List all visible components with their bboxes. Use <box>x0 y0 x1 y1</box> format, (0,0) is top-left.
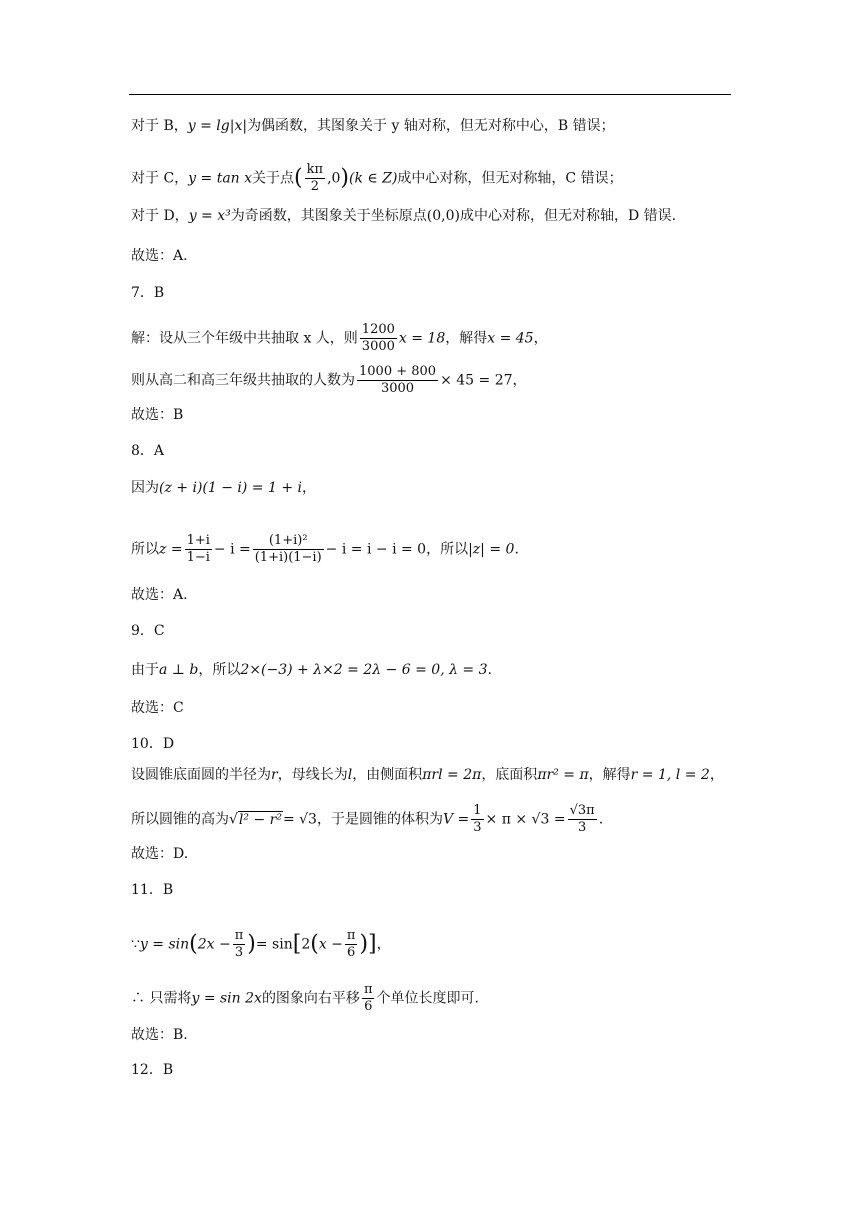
math: 2 <box>301 936 311 953</box>
paren: ) <box>340 165 350 191</box>
paren: ) <box>247 931 256 957</box>
text: 对于 B， <box>131 118 188 134</box>
text: 由于 <box>131 662 159 678</box>
text: 的图象向右平移 <box>261 990 360 1007</box>
fraction: $\frac{1200}{3000}$ <box>361 322 395 354</box>
fraction: $\frac{1}{3}$ <box>473 803 482 835</box>
line-q11-transform <box>131 928 391 961</box>
math: − i = <box>213 541 251 558</box>
fraction: $\frac{1000 + 800}{3000}$ <box>359 364 437 396</box>
question-number: 10．D <box>131 736 175 752</box>
text: ，所以 <box>426 541 469 558</box>
fraction: $\frac{\text{(1+i)²}}{(1+i)(1-i)}$ <box>254 533 322 565</box>
line-q11-shift <box>131 982 479 1015</box>
line-q10-volume <box>131 803 603 836</box>
answer: 故选：C <box>131 700 184 716</box>
math: (z + i)(1 − i) = 1 + i <box>159 480 302 496</box>
math: x − <box>318 936 343 953</box>
math: a ⊥ b <box>159 662 199 678</box>
fraction: $\frac{k\pi}{2}$ <box>306 162 324 194</box>
bracket: [ <box>292 931 302 957</box>
text: ，底面积 <box>481 767 538 783</box>
text: ， <box>302 480 316 496</box>
text: 所以圆锥的高为 <box>131 811 229 828</box>
line-q9-solution <box>131 660 492 680</box>
math: − i = i − i = 0 <box>325 541 427 558</box>
text: 设圆锥底面圆的半径为 <box>131 767 271 783</box>
text: ， <box>533 330 548 347</box>
text: 则从高二和高三年级共抽取的人数为 <box>131 372 355 389</box>
text: ∴ 只需将 <box>131 990 192 1007</box>
text: . <box>514 541 519 558</box>
text: . <box>487 662 492 678</box>
line-option-c <box>131 162 623 195</box>
bracket: ] <box>368 931 377 957</box>
fraction: $\frac{1+i}{1-i}$ <box>186 533 210 565</box>
text: . <box>598 811 604 828</box>
answer: 故选：B. <box>131 1027 188 1043</box>
text: ， <box>709 767 724 783</box>
text: 成中心对称，但无对称轴，D 错误. <box>459 208 677 224</box>
text: 对于 C， <box>131 170 189 187</box>
header-rule <box>129 94 731 95</box>
line-q8-given <box>131 478 316 498</box>
line-option-b <box>131 116 615 136</box>
paren: ) <box>359 931 369 957</box>
fraction: $\frac{\pi}{6}$ <box>363 982 373 1014</box>
text: 为偶函数，其图象关于 y 轴对称，但无对称中心，B 错误； <box>247 118 615 134</box>
answer: 故选：D. <box>131 846 189 862</box>
line-q7-count <box>131 364 527 397</box>
sqrt-sign: √ <box>229 811 238 828</box>
math: V = <box>442 811 470 828</box>
math: y = sin 2x <box>191 990 262 1007</box>
text: 成中心对称，但无对称轴，C 错误； <box>397 170 623 187</box>
paren: ( <box>189 931 198 957</box>
math: l <box>347 767 353 783</box>
math: x = 45 <box>487 330 534 347</box>
math: ,0 <box>327 170 341 187</box>
math: y = sin <box>139 936 190 953</box>
math: = √3 <box>282 811 317 828</box>
math: (k ∈ Z) <box>349 170 398 187</box>
math: y = x³ <box>188 208 231 224</box>
math: y = lg|x| <box>187 118 248 134</box>
fraction: $\frac{\pi}{6}$ <box>346 928 356 960</box>
text: ， <box>512 372 527 389</box>
math: πrl = 2π <box>422 767 482 783</box>
math: y = tan x <box>188 170 253 187</box>
line-q8-solution <box>131 533 519 566</box>
math: z = <box>159 541 183 558</box>
text: 解：设从三个年级中共抽取 x 人，则 <box>131 330 358 347</box>
math: l² − r² <box>238 811 282 828</box>
math: r <box>271 767 278 783</box>
math: × π × √3 = <box>485 811 566 828</box>
question-number: 9．C <box>131 623 165 639</box>
line-q7-solution <box>131 322 548 355</box>
text: ，于是圆锥的体积为 <box>316 811 443 828</box>
text: ， <box>376 936 391 953</box>
text: 为奇函数，其图象关于坐标原点 <box>230 208 427 224</box>
math: |z| = 0 <box>468 541 515 558</box>
line-q10-setup <box>131 765 724 785</box>
text: 关于点 <box>252 170 295 187</box>
math: r = 1, l = 2 <box>630 767 710 783</box>
paren: ( <box>310 931 319 957</box>
text: 所以 <box>131 541 159 558</box>
math: = sin <box>255 936 293 953</box>
answer: 故选：A. <box>131 248 188 264</box>
question-number: 8．A <box>131 443 165 459</box>
text: ，解得 <box>445 330 488 347</box>
text: 因为 <box>131 480 159 496</box>
math: 2×(−3) + λ×2 = 2λ − 6 = 0, λ = 3 <box>240 662 488 678</box>
math: × 45 = 27 <box>440 372 513 389</box>
text: ∵ <box>131 936 140 953</box>
text: ，母线长为 <box>277 767 348 783</box>
math: πr² = π <box>537 767 589 783</box>
answer: 故选：A. <box>131 587 188 603</box>
text: 个单位长度即可. <box>376 990 479 1007</box>
question-number: 11．B <box>131 882 174 898</box>
math: x = 18 <box>398 330 446 347</box>
question-number: 7．B <box>131 285 165 301</box>
text: ，由侧面积 <box>352 767 423 783</box>
paren: ( <box>294 165 303 191</box>
answer: 故选：B <box>131 407 184 423</box>
fraction: $\frac{\pi}{3}$ <box>234 928 244 960</box>
line-option-d <box>131 206 676 226</box>
text: ，解得 <box>588 767 631 783</box>
fraction: $\frac{√3\pi}{3}$ <box>569 803 595 835</box>
math: 2x − <box>197 936 231 953</box>
math: (0,0) <box>426 208 460 224</box>
text: ，所以 <box>198 662 241 678</box>
question-number: 12．B <box>131 1062 174 1078</box>
text: 对于 D， <box>131 208 189 224</box>
